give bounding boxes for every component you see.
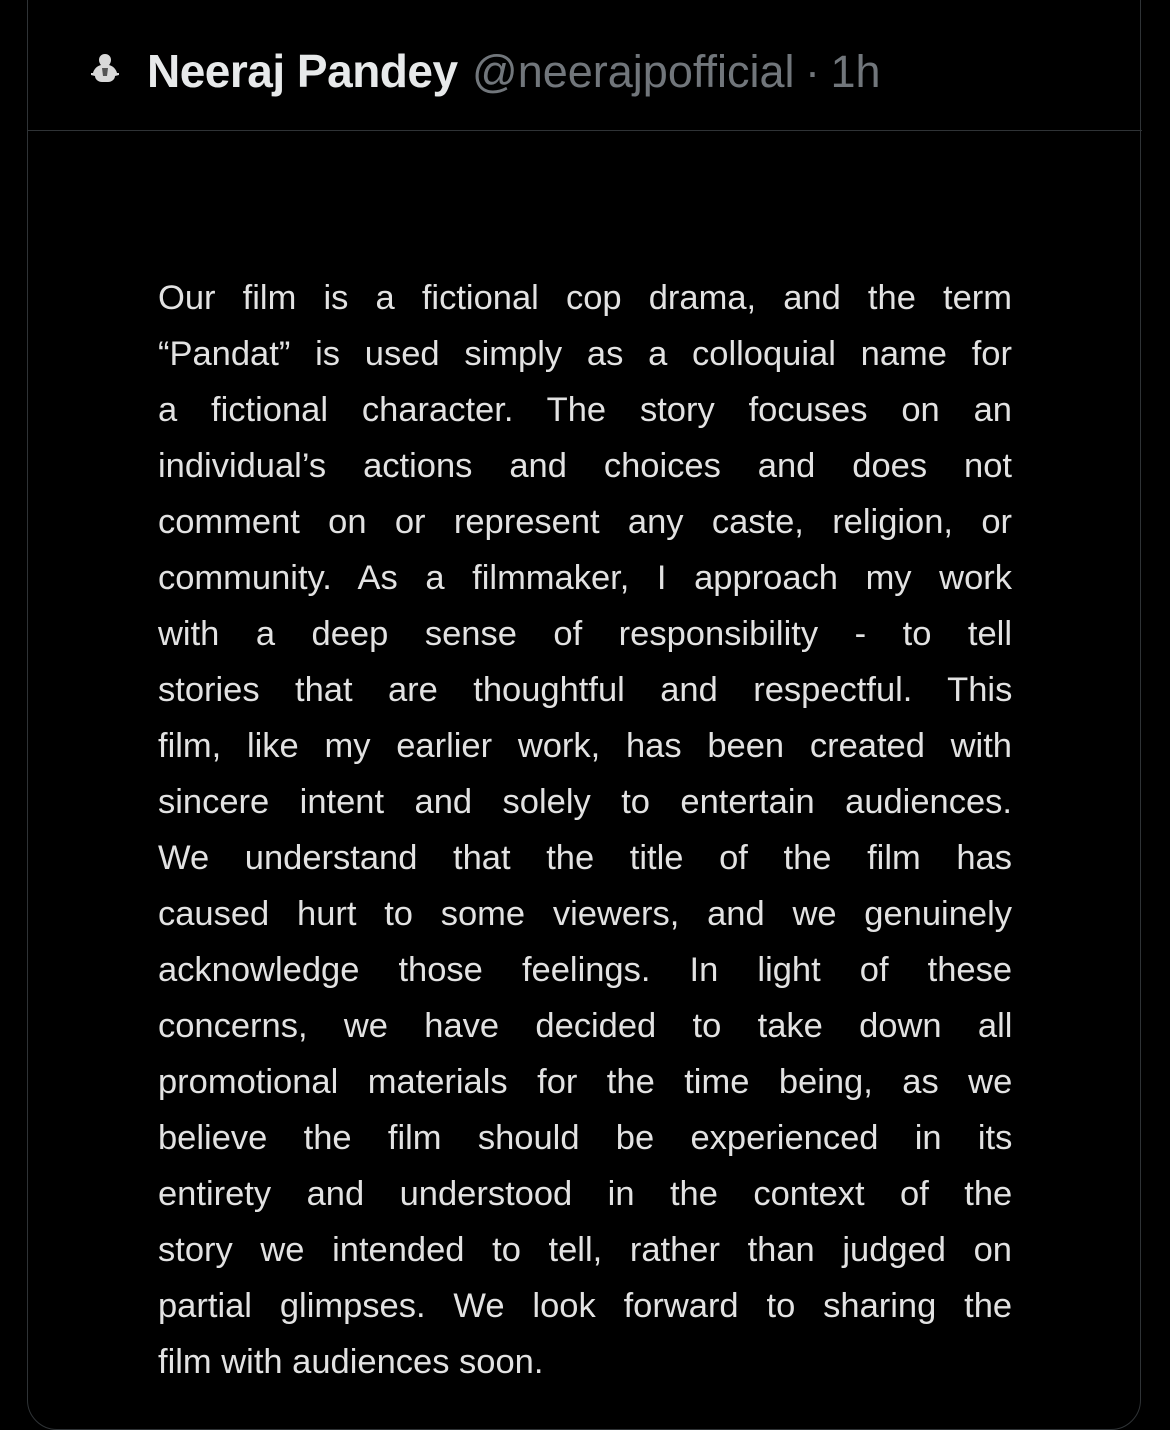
statement-line: individual’s actions and choices and does not — [158, 447, 1012, 485]
statement-line: caused hurt to some viewers, and we genuinely — [158, 895, 1012, 933]
profile-avatar-icon[interactable] — [90, 52, 120, 84]
statement-line: film with audiences soon. — [158, 1343, 544, 1381]
statement-line: Our film is a fictional cop drama, and the term — [158, 279, 1013, 317]
separator-dot: · — [805, 46, 821, 97]
author-handle[interactable]: @neerajpofficial — [472, 46, 795, 97]
statement-line: “Pandat” is used simply as a colloquial name for — [158, 335, 1012, 373]
statement-line: acknowledge those feelings. In light of these — [158, 951, 1013, 989]
statement-line: community. As a filmmaker, I approach my work — [158, 559, 1012, 597]
post-timestamp[interactable]: 1h — [830, 46, 881, 97]
statement-line: with a deep sense of responsibility - to tell — [158, 615, 1012, 653]
statement-line: promotional materials for the time being, as we — [158, 1063, 1013, 1101]
statement-line: We understand that the title of the film has — [158, 839, 1012, 877]
statement-line: entirety and understood in the context of the — [158, 1175, 1013, 1213]
statement-line: believe the film should be experienced in its — [158, 1119, 1013, 1157]
statement-line: concerns, we have decided to take down all — [158, 1007, 1013, 1045]
statement-line: film, like my earlier work, has been created with — [158, 727, 1012, 765]
post-header — [28, 0, 1142, 131]
statement-line: partial glimpses. We look forward to sharing the — [158, 1287, 1013, 1325]
statement-line: story we intended to tell, rather than judged on — [158, 1231, 1012, 1269]
statement-image-text — [158, 270, 1012, 1390]
statement-line: sincere intent and solely to entertain audiences. — [158, 783, 1012, 821]
author-name[interactable]: Neeraj Pandey — [147, 45, 458, 97]
statement-line: comment on or represent any caste, religion, or — [158, 503, 1012, 541]
author-line — [147, 43, 881, 99]
statement-line: a fictional character. The story focuses on an — [158, 391, 1012, 429]
statement-line: stories that are thoughtful and respectful. This — [158, 671, 1013, 709]
